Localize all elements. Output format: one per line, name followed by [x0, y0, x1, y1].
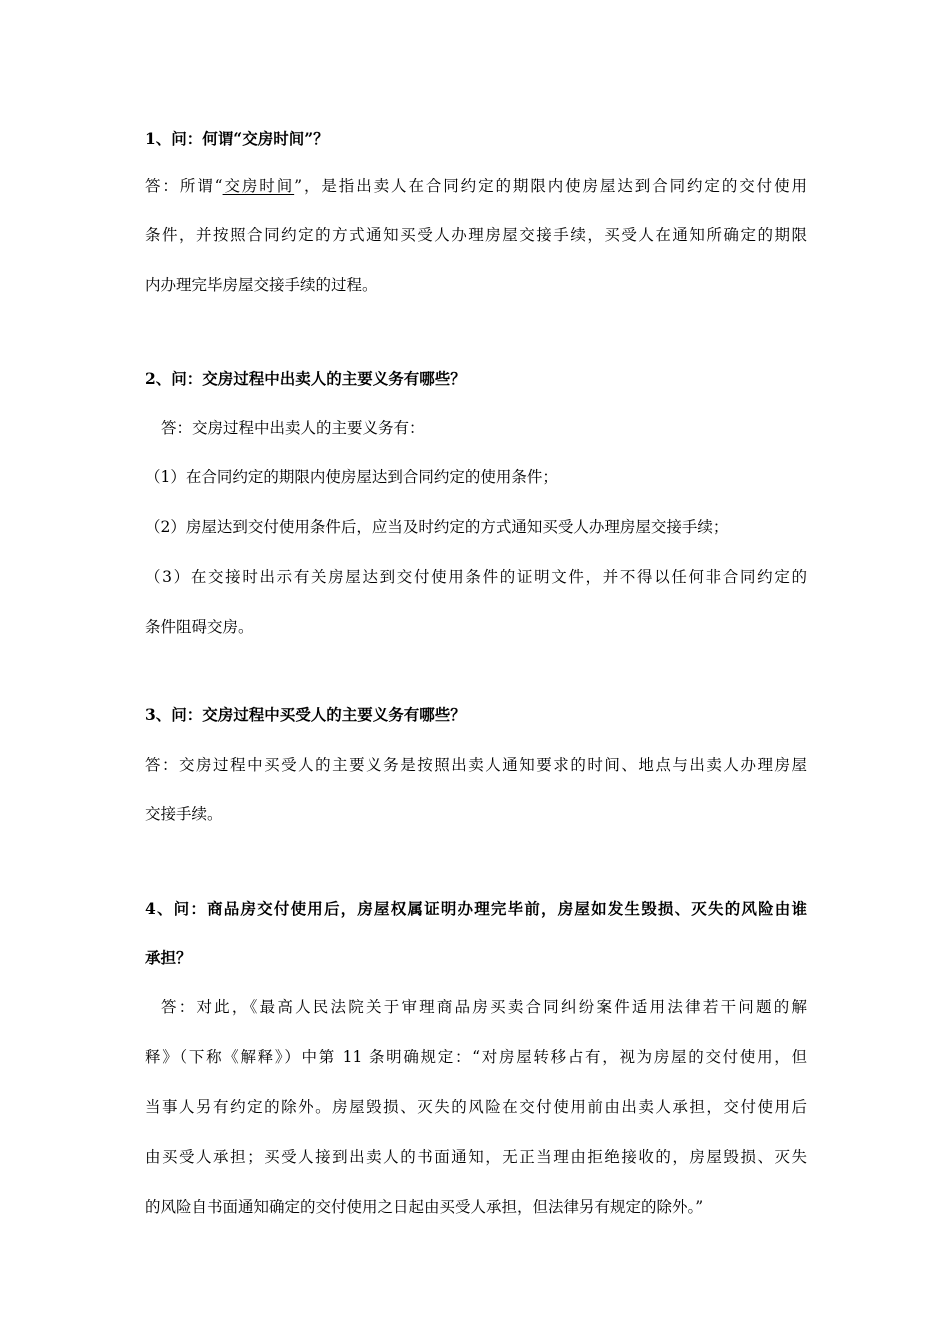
- answer-4-line-4: 由买受人承担；买受人接到出卖人的书面通知，无正当理由拒绝接收的，房屋毁损、灭失: [145, 1148, 807, 1166]
- answer-3-line-1: 答：交房过程中买受人的主要义务是按照出卖人通知要求的时间、地点与出卖人办理房屋: [145, 756, 807, 774]
- answer-4-line-5: 的风险自书面通知确定的交付使用之日起由买受人承担，但法律另有规定的除外。”: [145, 1198, 704, 1216]
- answer-4-line-1: 答：对此，《最高人民法院关于审理商品房买卖合同纠纷案件适用法律若干问题的解: [161, 998, 807, 1016]
- answer-4-line-3: 当事人另有约定的除外。房屋毁损、灭失的风险在交付使用前由出卖人承担，交付使用后: [145, 1098, 807, 1116]
- question-4-heading-line-1: 4、问：商品房交付使用后，房屋权属证明办理完毕前，房屋如发生毁损、灭失的风险由谁: [145, 899, 807, 918]
- question-1-heading: 1、问：何谓“交房时间”？: [145, 129, 329, 148]
- answer-1-term: 交房时间: [222, 177, 295, 195]
- answer-2-item-3-line-2: 条件阻碍交房。: [145, 618, 254, 636]
- answer-4-line-2: 释》（下称《解释》）中第 11 条明确规定：“对房屋转移占有，视为房屋的交付使用，但: [145, 1048, 807, 1066]
- answer-2-item-3-line-1: （3）在交接时出示有关房屋达到交付使用条件的证明文件，并不得以任何非合同约定的: [145, 568, 807, 586]
- answer-1-line-1: [145, 174, 807, 196]
- answer-1-line-3: 内办理完毕房屋交接手续的过程。: [145, 276, 378, 294]
- question-3-heading: 3、问：交房过程中买受人的主要义务有哪些？: [145, 705, 466, 724]
- answer-2-item-1: （1）在合同约定的期限内使房屋达到合同约定的使用条件；: [145, 468, 558, 486]
- answer-1-line-2: 条件，并按照合同约定的方式通知买受人办理房屋交接手续，买受人在通知所确定的期限: [145, 226, 807, 244]
- answer-2-intro: 答：交房过程中出卖人的主要义务有：: [161, 419, 425, 437]
- answer-1-line-1-rest: ”，是指出卖人在合同约定的期限内使房屋达到合同约定的交付使用: [294, 177, 807, 195]
- answer-2-item-2: （2）房屋达到交付使用条件后，应当及时约定的方式通知买受人办理房屋交接手续；: [145, 518, 729, 536]
- answer-3-line-2: 交接手续。: [145, 805, 223, 823]
- question-4-heading-line-2: 承担？: [145, 948, 192, 967]
- question-2-heading: 2、问：交房过程中出卖人的主要义务有哪些？: [145, 369, 466, 388]
- answer-1-prefix: 答：所谓“: [145, 177, 223, 195]
